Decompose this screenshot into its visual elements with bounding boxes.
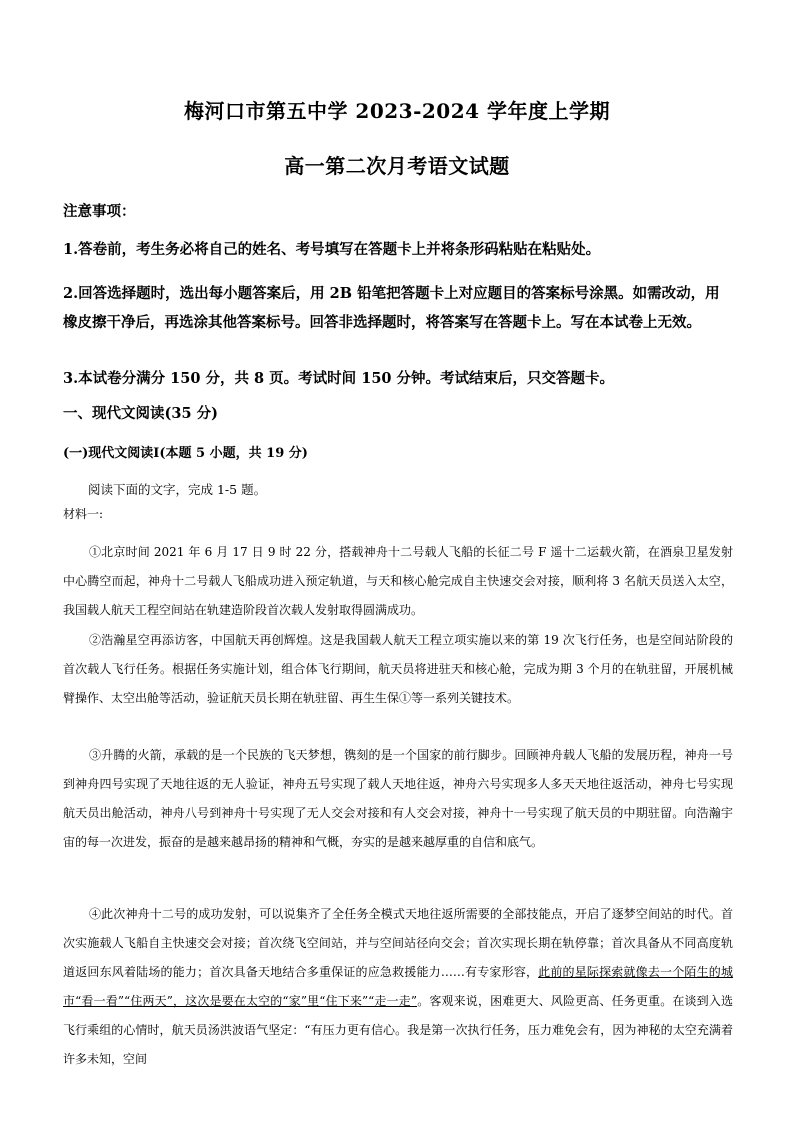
notice-item-3: 3.本试卷分满分 150 分，共 8 页。考试时间 150 分钟。考试结束后，只交答题卡。 [63,370,615,387]
exam-title-school: 梅河口市第五中学 2023-2024 学年度上学期 [183,99,611,123]
paragraph-4-text-end: 。客观来说，困难更大、风险更高、任务更重。在谈到入选飞行乘组的心情时，航天员汤洪波语气坚定：“有压力更有信心。我是第一次执行任务，压力难免会有，因为神秘的太空充满着许多未知，空间 [63,994,733,1066]
notice-heading: 注意事项： [63,203,136,220]
notice-item-2: 2.回答选择题时，选出每小题答案后，用 2B 铅笔把答题卡上对应题目的答案标号涂黑。如需改动，用橡皮擦干净后，再选涂其他答案标号。回答非选择题时，将答案写在答题卡上。写在本试卷上无效。 [63,285,720,331]
passage-paragraph-3: ③升腾的火箭，承载的是一个民族的飞天梦想，镌刻的是一个国家的前行脚步。回顾神舟载人飞船的发展历程，神舟一号到神舟四号实现了天地往返的无人验证，神舟五号实现了载人天地往返，神舟六号实现多人多天天地往返活动，神舟七号实现航天员出舱活动，神舟八号到神舟十号实现了无人交会对接和有人交会对接，神舟十一号实现了航天员的中期驻留。向浩瀚宇宙的每一次进发，振奋的是越来越昂扬的精神和气概，夯实的是越来越厚重的自信和底气。 [63,748,733,849]
reading-instruction: 阅读下面的文字，完成 1-5 题。 [88,482,267,497]
underlined-sentence: 此前的星际探索就像去一个陌生的城市“看一看”“住两天”，这次是要在太空的“家”里“住下来”“走一走” [63,965,733,1008]
notice-item-1: 1.答卷前，考生务必将自己的姓名、考号填写在答题卡上并将条形码粘贴在粘贴处。 [63,241,601,258]
subsection-heading: (一)现代文阅读Ⅰ(本题 5 小题，共 19 分) [63,446,308,461]
passage-paragraph-2: ②浩瀚星空再添访客，中国航天再创辉煌。这是我国载人航天工程立项实施以来的第 19 次飞行任务，也是空间站阶段的首次载人飞行任务。根据任务实施计划，组合体飞行期间，航天员将进驻天和核心舱，完成为期 3 个月的在轨驻留，开展机械臂操作、太空出舱等活动，验证航天员长期在轨驻留、再生生保①等一系列关键技术。 [63,633,733,705]
exam-title-subject: 高一第二次月考语文试题 [284,154,510,178]
paragraph-4-text-start: ④此次神舟十二号的成功发射，可以说集齐了全任务全模式天地往返所需要的全部技能点，开启了逐梦空间站的时代。首次实施载人飞船自主快速交会对接；首次绕飞空间站，并与空间站径向交会；首次实现长期在轨停靠；首次具备从不同高度轨道返回东风着陆场的能力；首次具备天地结合多重保证的应急救援能力……有专家形容， [63,907,733,979]
passage-paragraph-4 [63,900,733,1074]
section-heading: 一、现代文阅读(35 分) [63,405,218,422]
passage-paragraph-1: ①北京时间 2021 年 6 月 17 日 9 时 22 分，搭载神舟十二号载人飞船的长征二号 F 遥十二运载火箭，在酒泉卫星发射中心腾空而起，神舟十二号载人飞船成功进入预定轨道，与天和核心舱完成自主快速交会对接，顺利将 3 名航天员送入太空，我国载人航天工程空间站在轨建造阶段首次载人发射取得圆满成功。 [63,545,733,617]
material-label: 材料一: [63,507,104,521]
